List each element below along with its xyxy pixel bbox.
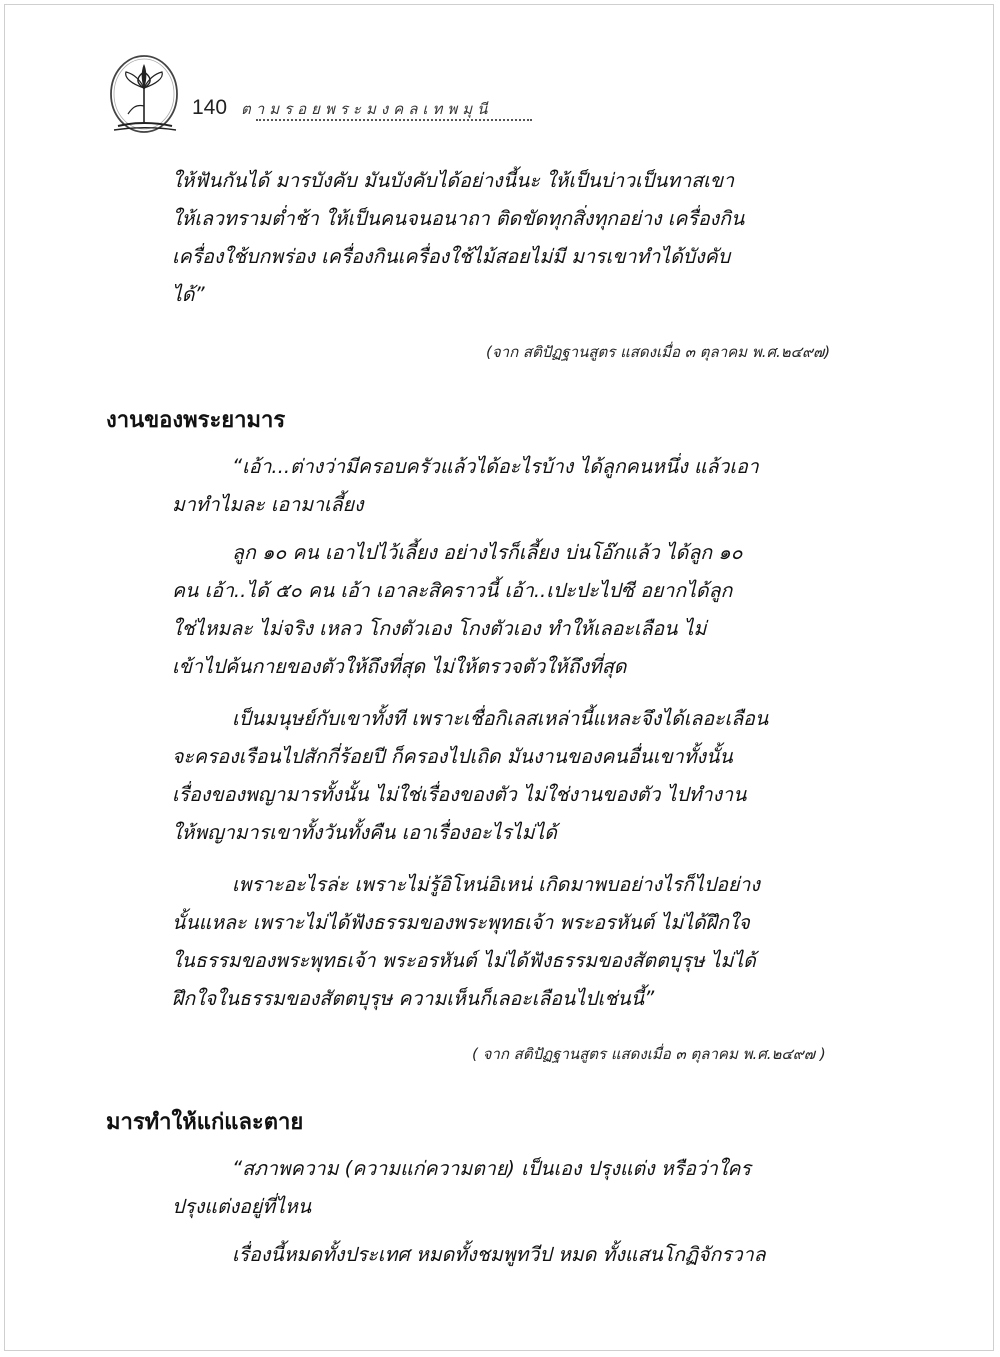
page-number: 140	[192, 96, 228, 119]
text-line: ใช่ไหมละ ไม่จริง เหลว โกงตัวเอง โกงตัวเอง ทำให้เลอะเลือน ไม่	[172, 617, 707, 640]
lotus-logo-icon	[104, 44, 184, 136]
text-line: ให้พญามารเขาทั้งวันทั้งคืน เอาเรื่องอะไรไม่ได้	[172, 821, 557, 844]
text-line: “เอ้า...ต่างว่ามีครอบครัวแล้วได้อะไรบ้าง ได้ลูกคนหนึ่ง แล้วเอา	[232, 455, 759, 478]
paragraph	[172, 448, 822, 524]
section-heading: มารทำให้แก่และตาย	[106, 1110, 304, 1135]
text-line: เครื่องใช้บกพร่อง เครื่องกินเครื่องใช้ไม้สอยไม่มี มารเขาทำได้บังคับ	[172, 245, 731, 268]
text-line: นั้นแหละ เพราะไม่ได้ฟังธรรมของพระพุทธเจ้า พระอรหันต์ ไม่ได้ฝึกใจ	[172, 911, 750, 934]
paragraph	[172, 1150, 822, 1226]
section-heading: งานของพระยามาร	[106, 408, 286, 433]
book-title: ตามรอยพระมงคลเทพมุนี	[241, 100, 493, 118]
text-line: ในธรรมของพระพุทธเจ้า พระอรหันต์ ไม่ได้ฟังธรรมของสัตตบุรุษ ไม่ได้	[172, 949, 756, 972]
text-line: มาทำไมละ เอามาเลี้ยง	[172, 493, 364, 516]
text-line: ฝึกใจในธรรมของสัตตบุรุษ ความเห็นก็เลอะเลือนไปเช่นนี้”	[172, 987, 655, 1010]
text-line: ปรุงแต่งอยู่ที่ไหน	[172, 1195, 312, 1218]
text-line: เรื่องนี้หมดทั้งประเทศ หมดทั้งชมพูทวีป หมด ทั้งแสนโกฏิจักรวาล	[232, 1243, 766, 1266]
paragraph	[172, 700, 822, 852]
text-line: “สภาพความ (ความแก่ความตาย) เป็นเอง ปรุงแต่ง หรือว่าใคร	[232, 1157, 751, 1180]
paragraph	[172, 534, 822, 686]
citation: ( จาก สติปัฏฐานสูตร แสดงเมื่อ ๓ ตุลาคม พ.ศ.๒๔๙๗ )	[472, 1045, 826, 1063]
text-line: เข้าไปค้นกายของตัวให้ถึงที่สุด ไม่ให้ตรวจตัวให้ถึงที่สุด	[172, 655, 627, 678]
text-line: เพราะอะไรล่ะ เพราะไม่รู้อิโหน่อิเหน่ เกิดมาพบอย่างไรก็ไปอย่าง	[232, 873, 760, 896]
text-line: ให้เลวทรามต่ำช้า ให้เป็นคนจนอนาถา ติดขัดทุกสิ่งทุกอย่าง เครื่องกิน	[172, 207, 745, 230]
citation: (จาก สติปัฏฐานสูตร แสดงเมื่อ ๓ ตุลาคม พ.ศ.๒๔๙๗)	[486, 343, 831, 361]
text-line: ให้ฟันกันได้ มารบังคับ มันบังคับได้อย่างนี้นะ ให้เป็นบ่าวเป็นทาสเขา	[172, 169, 735, 192]
paragraph	[172, 866, 822, 1018]
running-head	[192, 96, 492, 121]
text-line: ได้”	[172, 283, 205, 306]
quote-continuation	[172, 162, 822, 314]
text-line: จะครองเรือนไปสักกี่ร้อยปี ก็ครองไปเถิด มันงานของคนอื่นเขาทั้งนั้น	[172, 745, 733, 768]
paragraph	[172, 1236, 822, 1274]
text-line: เรื่องของพญามารทั้งนั้น ไม่ใช่เรื่องของตัว ไม่ใช่งานของตัว ไปทำงาน	[172, 783, 747, 806]
dotted-rule	[256, 119, 532, 121]
text-line: เป็นมนุษย์กับเขาทั้งที เพราะเชื่อกิเลสเหล่านี้แหละจึงได้เลอะเลือน	[232, 707, 769, 730]
text-line: ลูก ๑๐ คน เอาไปไว้เลี้ยง อย่างไรก็เลี้ยง บ่นโอ๊กแล้ว ได้ลูก ๑๐	[232, 541, 743, 564]
text-line: คน เอ้า..ได้ ๕๐ คน เอ้า เอาละสิคราวนี้ เอ้า..เปะปะไปซี อยากได้ลูก	[172, 579, 733, 602]
